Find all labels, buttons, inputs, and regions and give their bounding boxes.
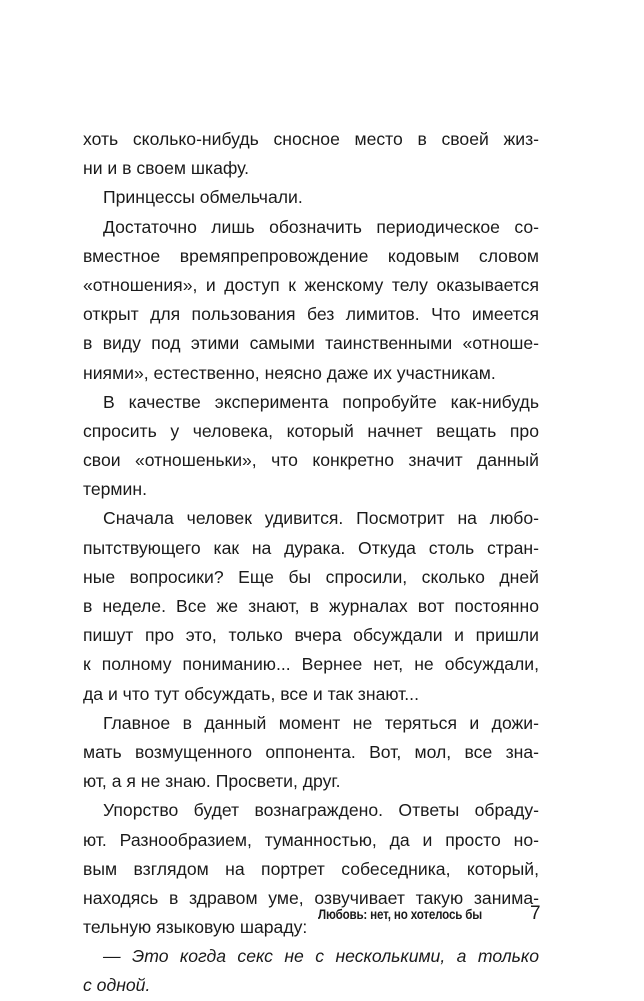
running-title: Любовь: нет, но хотелось бы [318,907,482,922]
text-line: ют, а я не знаю. Просвети, друг. [83,771,341,792]
text-line: свои «отношеньки», что конкретно значит данный [83,450,539,471]
text-line: пытствующего как на дурака. Откуда столь стран- [83,537,539,558]
text-line: да и что тут обсуждать, все и так знают... [83,683,419,704]
text-line: в неделе. Все же знают, в журналах вот постоянно [83,596,539,616]
page-number: 7 [530,903,541,924]
text-line: с одной. [83,975,151,996]
text-line: хоть сколько-нибудь сносное место в своей жиз- [83,129,539,149]
text-line: ниями», естественно, неясно даже их участникам. [83,362,496,383]
text-line: к полному пониманию... Вернее нет, не обсуждали, [83,654,539,675]
text-line: пишут про это, только вчера обсуждали и пришли [83,625,539,646]
text-line: ют. Разнообразием, туманностью, да и просто но- [83,829,539,850]
text-line: в виду под этими самыми таинственными «отноше- [83,333,539,354]
text-line: Упорство будет вознаграждено. Ответы обраду- [103,800,539,821]
text-line: ные вопросики? Еще бы спросили, сколько дней [83,566,539,587]
text-line: Достаточно лишь обозначить периодическое со- [103,216,539,237]
page-footer [0,903,644,933]
text-line: Главное в данный момент не теряться и дожи- [103,712,539,733]
text-line: открыт для пользования без лимитов. Что имеется [83,304,539,325]
text-line: тельную языковую шараду: [83,917,308,938]
body-text [83,125,539,1001]
text-line: — Это когда секс не с несколькими, а только [103,946,539,967]
text-line: вместное времяпрепровождение кодовым словом [83,245,539,266]
text-line: термин. [83,479,147,500]
text-line: Принцессы обмельчали. [103,187,303,208]
text-line: мать возмущенного оппонента. Вот, мол, все зна- [83,741,539,762]
text-line: «отношения», и доступ к женскому телу оказывается [83,274,539,295]
text-line: спросить у человека, который начнет вещать про [83,420,539,441]
text-line: находясь в здравом уме, озвучивает такую занима- [83,887,539,908]
text-line: Сначала человек удивится. Посмотрит на любо- [103,508,539,529]
text-line: вым взглядом на портрет собеседника, который, [83,858,539,879]
text-line: ни и в своем шкафу. [83,158,250,179]
text-line: В качестве эксперимента попробуйте как-нибудь [103,391,539,412]
